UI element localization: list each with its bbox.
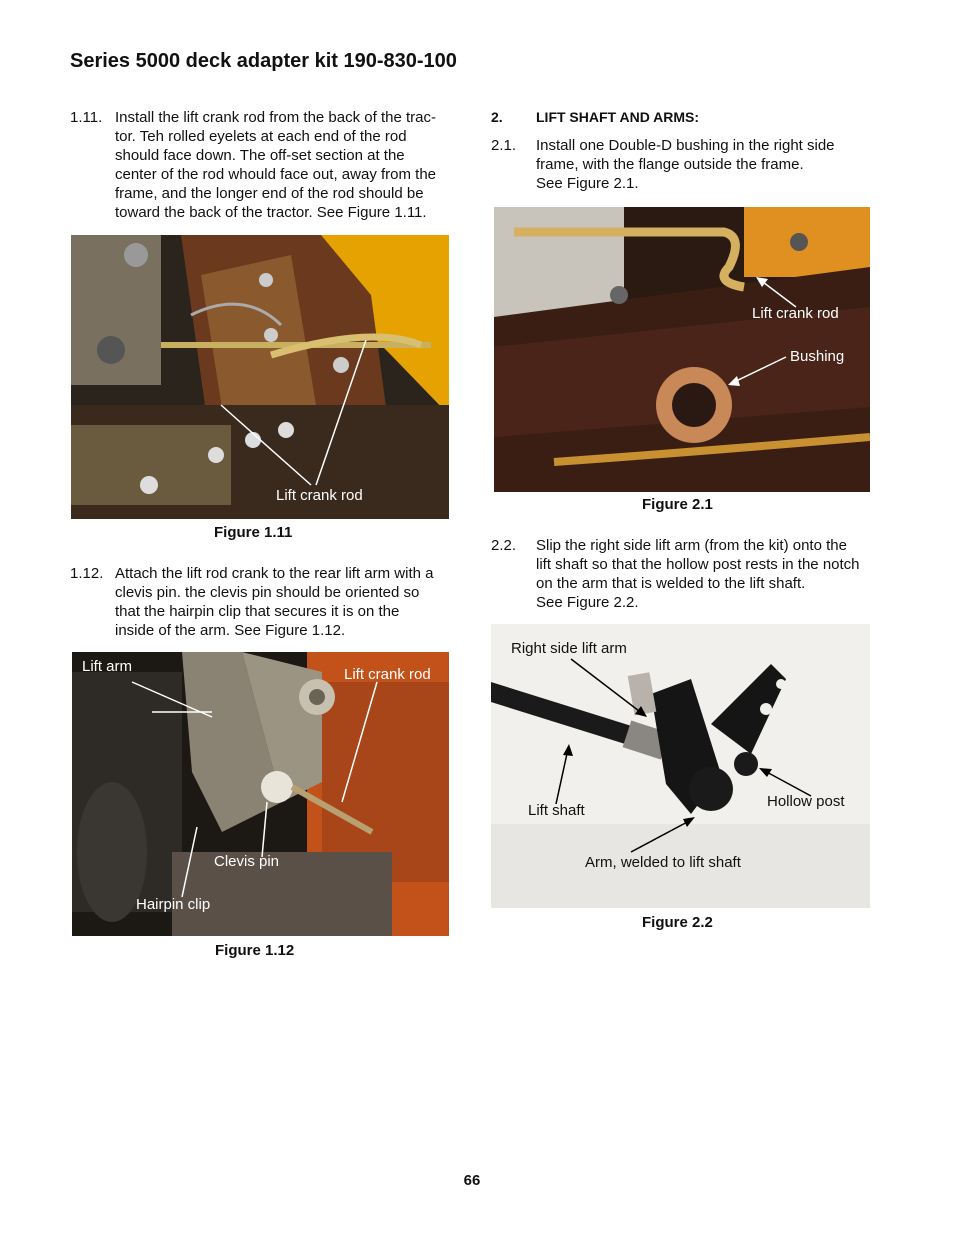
- step-number: 1.11.: [70, 109, 103, 126]
- section-2-heading: [491, 108, 881, 128]
- text-line: Attach the lift rod crank to the rear lift arm with a: [115, 565, 434, 582]
- figure-1-12-photo: [72, 652, 449, 936]
- figure-1-12-caption: Figure 1.12: [215, 942, 295, 959]
- text-line: See Figure 2.2.: [536, 594, 639, 611]
- label-lift-shaft: Lift shaft: [528, 802, 585, 819]
- label-lift-crank-rod: Lift crank rod: [752, 305, 839, 322]
- label-lift-crank-rod: Lift crank rod: [344, 666, 431, 683]
- label-arm-welded-to-lift-shaft: Arm, welded to lift shaft: [585, 854, 741, 871]
- label-clevis-pin: Clevis pin: [214, 853, 280, 870]
- step-text: [536, 536, 881, 612]
- step-2-1: [491, 136, 881, 194]
- step-1-12: [70, 564, 460, 642]
- text-line: should face down. The off-set section at the: [115, 147, 405, 164]
- step-1-11: [70, 108, 460, 224]
- text-line: tor. Teh rolled eyelets at each end of the rod: [115, 128, 407, 145]
- figure-2-1-caption: Figure 2.1: [642, 496, 713, 513]
- text-line: Slip the right side lift arm (from the kit) onto the: [536, 537, 847, 554]
- figure-1-11-photo: [71, 235, 449, 519]
- section-title: LIFT SHAFT AND ARMS:: [536, 109, 700, 125]
- figure-2-1-photo: [494, 207, 870, 492]
- figure-2-2-caption: Figure 2.2: [642, 914, 713, 931]
- label-bushing: Bushing: [790, 348, 845, 365]
- text-line: on the arm that is welded to the lift shaft.: [536, 575, 806, 592]
- page-number: 66: [463, 1172, 481, 1189]
- step-text: [536, 136, 881, 193]
- label-right-side-lift-arm: Right side lift arm: [511, 640, 627, 657]
- text-line: Install the lift crank rod from the back of the trac-: [115, 109, 436, 126]
- text-line: that the hairpin clip that secures it is on the: [115, 603, 400, 620]
- step-number: 1.12.: [70, 565, 104, 582]
- text-line: lift shaft so that the hollow post rests in the notch: [536, 556, 860, 573]
- step-number: 2.1.: [491, 137, 517, 154]
- step-number: 2.2.: [491, 537, 517, 554]
- label-hollow-post: Hollow post: [767, 793, 845, 810]
- text-line: toward the back of the tractor. See Figure 1.11.: [115, 204, 427, 221]
- figure-2-2-photo: [491, 624, 870, 908]
- figure-1-11-caption: Figure 1.11: [214, 524, 293, 541]
- step-2-2: [491, 536, 881, 614]
- label-hairpin-clip: Hairpin clip: [136, 896, 211, 913]
- text-line: frame, and the longer end of the rod should be: [115, 185, 424, 202]
- label-lift-crank-rod: Lift crank rod: [276, 487, 363, 504]
- text-line: frame, with the flange outside the frame.: [536, 156, 804, 173]
- text-line: inside of the arm. See Figure 1.12.: [115, 622, 346, 639]
- section-number: 2.: [491, 109, 503, 125]
- text-line: Install one Double-D bushing in the right side: [536, 137, 835, 154]
- label-lift-arm: Lift arm: [82, 658, 133, 675]
- text-line: See Figure 2.1.: [536, 175, 639, 192]
- page-title: Series 5000 deck adapter kit 190-830-100: [70, 50, 457, 72]
- step-text: [115, 108, 460, 222]
- text-line: clevis pin. the clevis pin should be oriented so: [115, 584, 420, 601]
- text-line: center of the rod whould face out, away from the: [115, 166, 437, 183]
- step-text: [115, 564, 460, 640]
